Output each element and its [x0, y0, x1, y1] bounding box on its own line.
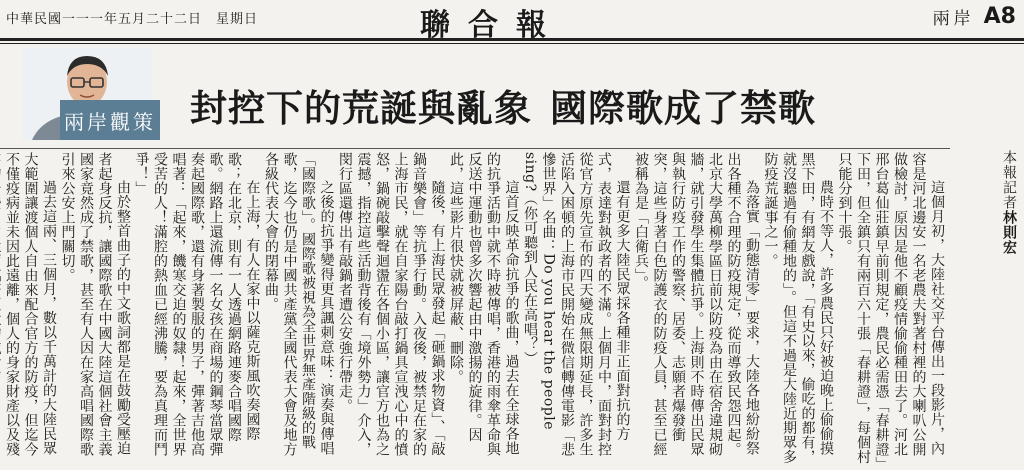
byline-name: 林則宏 [1001, 210, 1017, 255]
headline-part-1: 封控下的荒誕與亂象 [190, 86, 532, 130]
column-tag: 兩岸觀策 [60, 100, 160, 140]
paragraph: 這個月初，大陸社交平台傳出一段影片，內容是河北邊安一名老農夫對著村裡的大喇叭公開做檢討，原因是他不顧疫情偷偷種田去了。河北邢台葛仙莊鎮早前則規定，農民必需憑「春耕證」下田，但全鎮只有兩百六十張「春耕證」，每個村只能分到十張。 [836, 152, 945, 464]
headline [190, 78, 990, 132]
paragraph: 為落實「動態清零」要求，大陸各地紛紛祭出各種不合理的防疫規定，從而導致民怨四起。北京大學萬柳學區日前以防疫為由在宿舍違規砌牆，就引發學生集體抗爭。上海則不時傳出民眾與執行防疫工作的警察、居委、志願者爆發衝突，這些身著白色防護衣的防疫人員，甚至已經被稱為是「白衛兵」。 [633, 152, 760, 457]
newspaper-masthead: 聯合報 [420, 8, 564, 43]
paragraph: 之後的抗爭變得更具諷刺意味：演奏與傳唱「國際歌」。國際歌被視為全世界無產階級的戰歌，迄今也仍是中國共產黨全國代表大會及地方各級代表大會的閉幕曲。 [263, 152, 335, 457]
headline-part-2: 國際歌成了禁歌 [550, 86, 816, 130]
paragraph: 由於整首曲子的中文歌詞都是在鼓勵受壓迫者起身反抗，讓國際歌在中國大陸這個社會主義國家竟然成了禁歌，甚至有人因在家高唱國際歌引來公安上門關切。 [59, 152, 131, 457]
paragraph: 這首反映革命抗爭的歌曲，過去在全球各地的抗爭活動中就不時被傳唱，香港的雨傘革命與反送中運動也曾多次響起由中激揚的旋律。因此，這些影片很快就被屏蔽、刪除。 [448, 152, 520, 457]
paragraph: 農時不等人，許多農民只好被迫晚上偷偷摸黑下田，有網友戲說，「有史以來，偷吃的都有，就沒聽過有偷種地的」。但這不過是大陸近期眾多防疫荒誕事之一。 [762, 152, 834, 464]
paragraph: 在上海，有人在家中以薩克斯風吹奏國際歌；在北京，則有一人透過網路連麥合唱國際歌。網路上還流傳一名女孩在商場的鋼琴當眾彈奏起國際歌，還有身著製服的男子，彈著吉他高唱著：「起來，饑寒交迫的奴隸！起來，全世界受苦的人！滿腔的熱血已經沸騰，要為真理而鬥爭！」 [133, 152, 261, 457]
header-rule [0, 38, 1024, 41]
byline [1000, 150, 1018, 255]
article-body [6, 152, 946, 464]
byline-prefix: 本報記者 [1001, 150, 1017, 210]
page-number: A8 [983, 4, 1016, 29]
body-top-rule [0, 148, 950, 149]
paragraph: 過去這兩、三個月，數以千萬計的大陸民眾大範圍讓渡個人自由來配合官方的防疫，但迄今不僅疫病並未因此遠離，個人的身家財產以及殘 [4, 152, 57, 457]
section-name: 兩岸 [932, 9, 975, 29]
section-label [933, 4, 1016, 29]
paragraph: 隨後，有上海民眾發起「砸鍋求物資」、「敲鍋音樂會」等抗爭行動。入夜後，被禁足在家的上海市民，就在自家陽台敲打鍋具宣洩心中的憤怒，鍋碗敲擊聲迴盪在各個小區，讓官方也為之震撼，指控這些活動背後有「境外勢力」介入，閔行區還傳出有敲鍋者遭公安強行帶走。 [337, 152, 446, 457]
paragraph: 還有更多大陸民眾採各種非正面對抗的方式，表達對執政者的不滿。上個月中，面對封控從官方原先宣布的四天變成無限期延長，許多生活陷入困頓的上海市民開始在微信轉傳電影「悲慘世界」名曲：Do you hear the people sing?（你可聽到人民在高唱？） [522, 152, 631, 457]
issue-date: 中華民國一一一年五月二十二日 星期日 [6, 12, 259, 27]
header-rule-thin [0, 43, 1024, 44]
